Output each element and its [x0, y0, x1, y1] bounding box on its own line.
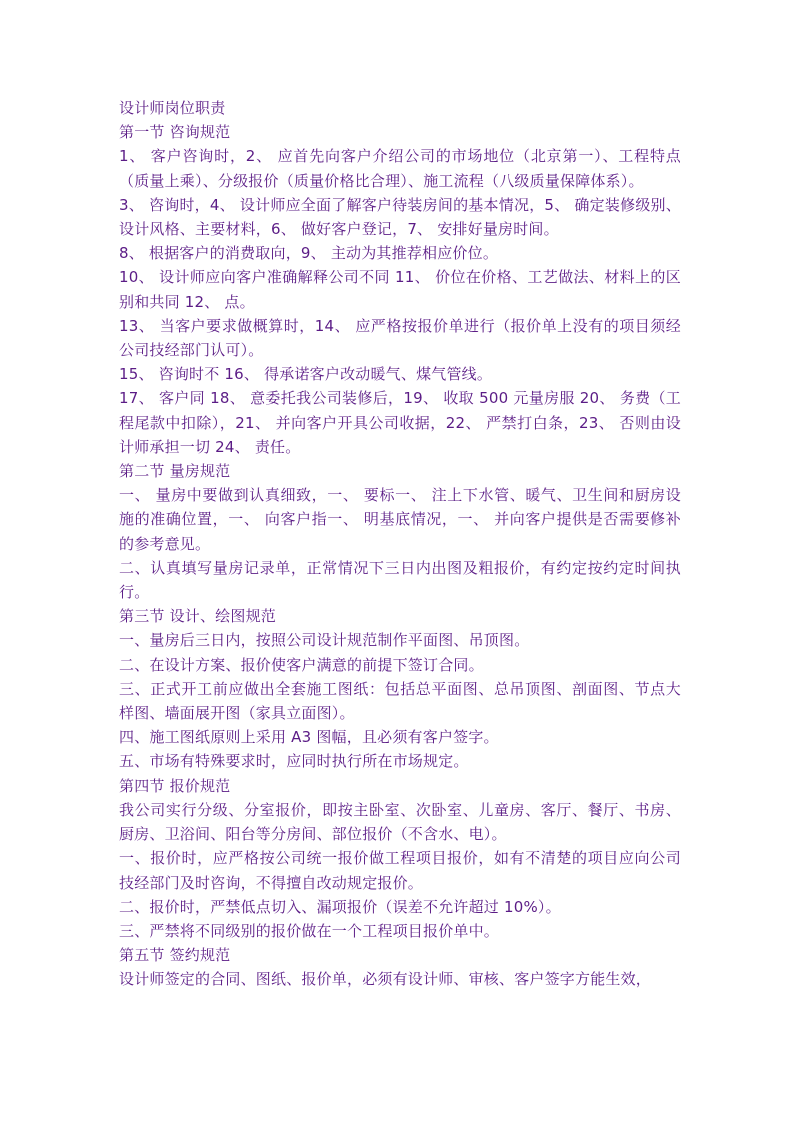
- section-heading: 第四节 报价规范: [119, 776, 231, 795]
- paragraph: 1、 客户咨询时，2、 应首先向客户介绍公司的市场地位（北京第一）、工程特点（质量上乘）、分级报价（质量价格比合理）、施工流程（八级质量保障体系）。: [119, 147, 681, 190]
- paragraph: 一、量房后三日内，按照公司设计规范制作平面图、吊顶图。: [119, 631, 530, 650]
- paragraph: 二、报价时，严禁低点切入、漏项报价（误差不允许超过 10%）。: [119, 897, 561, 916]
- document-body: [119, 96, 681, 992]
- paragraph: 三、严禁将不同级别的报价做在一个工程项目报价单中。: [119, 921, 500, 940]
- section-heading: 第二节 量房规范: [119, 462, 231, 481]
- paragraph: 三、正式开工前应做出全套施工图纸：包括总平面图、总吊顶图、剖面图、节点大样图、墙面展开图（家具立面图）。: [119, 679, 681, 723]
- paragraph: 二、认真填写量房记录单，正常情况下三日内出图及粗报价，有约定按约定时间执行。: [119, 558, 681, 602]
- paragraph: 3、 咨询时，4、 设计师应全面了解客户待装房间的基本情况，5、 确定装修级别、设计风格、主要材料，6、 做好客户登记，7、 安排好量房时间。: [119, 195, 681, 239]
- paragraph: 10、 设计师应向客户准确解释公司不同 11、 价位在价格、工艺做法、材料上的区别和共同 12、 点。: [119, 268, 681, 311]
- section-heading: 第三节 设计、绘图规范: [119, 607, 276, 626]
- paragraph: 四、施工图纸原则上采用 A3 图幅，且必须有客户签字。: [119, 728, 499, 747]
- document-title: 设计师岗位职责: [119, 99, 226, 117]
- paragraph: 一、报价时，应严格按公司统一报价做工程项目报价，如有不清楚的项目应向公司技经部门及时咨询，不得擅自改动规定报价。: [119, 849, 681, 892]
- paragraph: 五、市场有特殊要求时，应同时执行所在市场规定。: [119, 752, 469, 771]
- section-heading: 第五节 签约规范: [119, 946, 231, 965]
- paragraph: 一、 量房中要做到认真细致，一、 要标一、 注上下水管、暖气、卫生间和厨房设施的准确位置，一、 向客户指一、 明基底情况，一、 并向客户提供是否需要修补的参考意见。: [119, 486, 681, 553]
- paragraph: 17、 客户同 18、 意委托我公司装修后，19、 收取 500 元量房服 20、 务费（工程尾款中扣除），21、 并向客户开具公司收据，22、 严禁打白条，23、 否则由设计师承担一切 24、 责任。: [119, 389, 681, 456]
- paragraph: 15、 咨询时不 16、 得承诺客户改动暖气、煤气管线。: [119, 365, 493, 384]
- section-heading: 第一节 咨询规范: [119, 123, 231, 142]
- paragraph: 8、 根据客户的消费取向，9、 主动为其推荐相应价位。: [119, 244, 499, 263]
- paragraph: 设计师签定的合同、图纸、报价单，必须有设计师、审核、客户签字方能生效，: [119, 970, 652, 989]
- paragraph: 二、在设计方案、报价使客户满意的前提下签订合同。: [119, 655, 484, 674]
- paragraph: 13、 当客户要求做概算时，14、 应严格按报价单进行（报价单上没有的项目须经公司技经部门认可）。: [119, 316, 681, 360]
- paragraph: 我公司实行分级、分室报价，即按主卧室、次卧室、儿童房、客厅、餐厅、书房、厨房、卫浴间、阳台等分房间、部位报价（不含水、电）。: [119, 800, 681, 844]
